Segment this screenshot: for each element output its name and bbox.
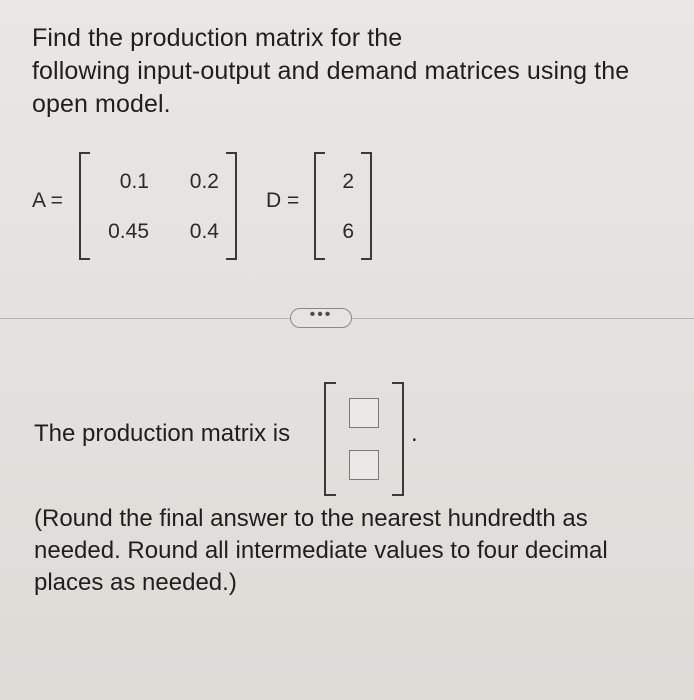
answer-input-row-1[interactable] [349, 398, 379, 428]
show-more-button[interactable] [290, 308, 352, 328]
question-line: open model. [32, 90, 171, 118]
right-bracket [392, 382, 404, 496]
answer-period: . [411, 420, 418, 447]
matrix-d-cell: 2 [342, 170, 354, 193]
answer-matrix [324, 382, 404, 496]
matrix-d-label: D = [266, 189, 300, 212]
right-bracket [226, 152, 237, 260]
matrix-d-cell: 6 [342, 220, 354, 243]
matrix-a-cell: 0.45 [108, 220, 149, 243]
note-line: needed. Round all intermediate values to four decimal [34, 537, 608, 564]
more-dots-icon: ••• [309, 306, 333, 323]
left-bracket [79, 152, 90, 260]
matrix-a-label: A = [32, 189, 63, 212]
answer-label: The production matrix is [34, 420, 291, 447]
note-line: (Round the final answer to the nearest hundredth as [34, 505, 588, 532]
question-text [32, 22, 682, 121]
question-line: following input-output and demand matrices using the [32, 57, 630, 85]
matrix-a-cell: 0.2 [189, 170, 219, 193]
given-matrices [32, 152, 452, 262]
right-bracket [361, 152, 372, 260]
matrix-a-cell: 0.4 [189, 220, 219, 243]
answer-input-row-2[interactable] [349, 450, 379, 480]
left-bracket [314, 152, 325, 260]
matrix-a [79, 152, 237, 260]
question-line: Find the production matrix for the [32, 24, 403, 52]
matrix-d [314, 152, 372, 260]
left-bracket [324, 382, 336, 496]
matrix-a-cell: 0.1 [119, 170, 149, 193]
rounding-note [34, 503, 684, 599]
note-line: places as needed.) [34, 569, 237, 596]
